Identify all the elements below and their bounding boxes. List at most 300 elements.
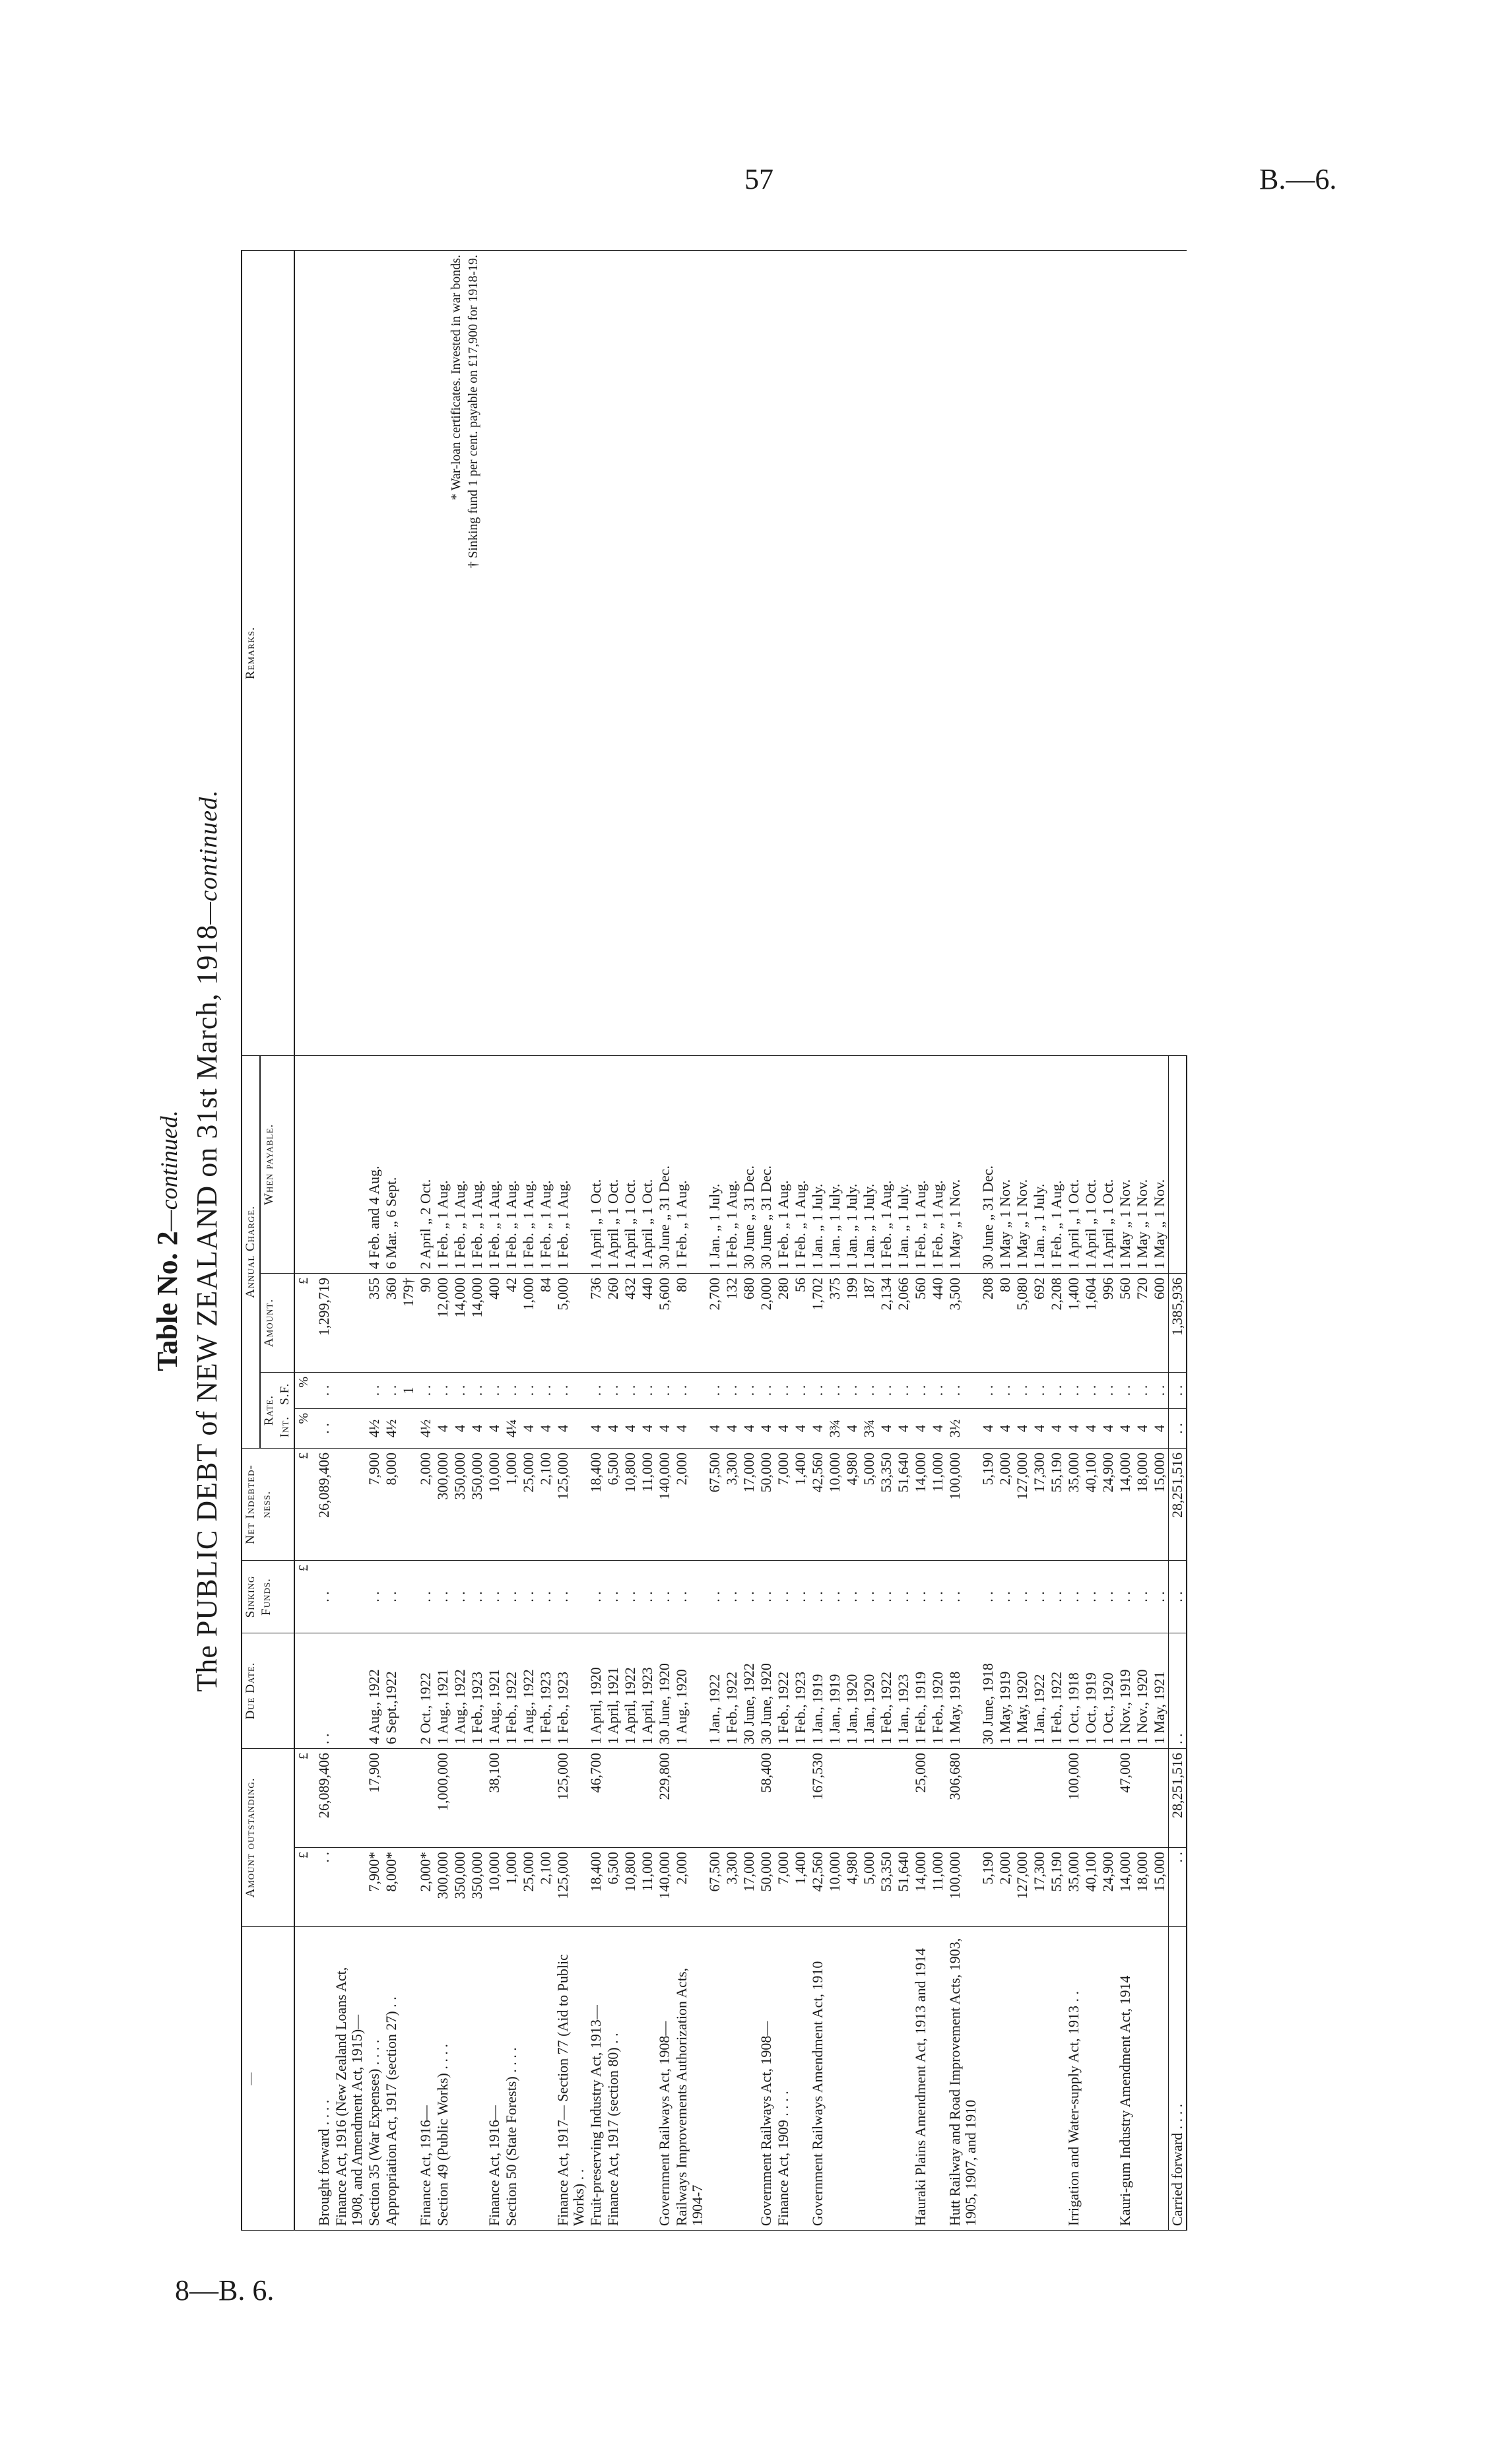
due-date: 1 Jan., 1919 (826, 1633, 843, 1748)
due-date: . . (312, 1633, 333, 1748)
sinking-funds: . . (434, 1560, 451, 1633)
sinking-funds: . . (792, 1560, 809, 1633)
group-total (861, 1748, 878, 1847)
net-indebtedness: 2,000 (673, 1448, 706, 1560)
net-indebtedness: 127,000 (1014, 1448, 1031, 1560)
net-indebtedness: 100,000 (946, 1448, 979, 1560)
due-date: . . (1169, 1633, 1187, 1748)
header-remarks: Remarks. (242, 250, 294, 1055)
group-total (333, 1748, 366, 1847)
interest-rate: 3¾ (826, 1408, 843, 1448)
interest-rate: 4 (486, 1408, 503, 1448)
when-payable: 1 Feb. „ 1 Aug. (451, 1055, 469, 1273)
interest-rate: 4 (912, 1408, 929, 1448)
due-date: 1 Jan., 1919 (809, 1633, 826, 1748)
group-total: 125,000 (554, 1748, 587, 1847)
group-total (1048, 1748, 1065, 1847)
when-payable: 1 Feb. „ 1 Aug. (792, 1055, 809, 1273)
sinking-fund-rate: . . (723, 1372, 740, 1408)
amount-outstanding: 125,000 (554, 1848, 587, 1927)
net-indebtedness: 300,000 (434, 1448, 451, 1560)
row-description (1014, 1927, 1031, 2231)
net-indebtedness: 8,000 (383, 1448, 400, 1560)
row-description (861, 1927, 878, 2231)
net-indebtedness: 125,000 (554, 1448, 587, 1560)
due-date: 1 May, 1921 (1151, 1633, 1169, 1748)
interest-rate: 4 (1100, 1408, 1117, 1448)
sinking-fund-rate: . . (809, 1372, 826, 1408)
when-payable: 1 May „ 1 Nov. (997, 1055, 1014, 1273)
when-payable: 1 April „ 1 Oct. (1082, 1055, 1100, 1273)
row-description (843, 1927, 861, 2231)
amount-outstanding: 25,000 (520, 1848, 537, 1927)
sinking-funds: . . (520, 1560, 537, 1633)
net-indebtedness: 24,900 (1100, 1448, 1117, 1560)
sinking-funds: . . (469, 1560, 486, 1633)
group-total (1100, 1748, 1117, 1847)
annual-charge-amount: 80 (997, 1273, 1014, 1372)
when-payable: 1 Feb. „ 1 Aug. (1048, 1055, 1065, 1273)
sinking-funds: . . (486, 1560, 503, 1633)
sinking-fund-rate: . . (673, 1372, 706, 1408)
amount-outstanding: 2,000 (673, 1848, 706, 1927)
annual-charge-amount: 280 (775, 1273, 792, 1372)
interest-rate: 4 (1014, 1408, 1031, 1448)
group-total: 167,530 (809, 1748, 826, 1847)
table-caption (148, 251, 228, 2231)
annual-charge-amount: 199 (843, 1273, 861, 1372)
interest-rate: 4 (895, 1408, 912, 1448)
interest-rate: 4 (758, 1408, 775, 1448)
sinking-funds: . . (383, 1560, 400, 1633)
annual-charge-amount: 208 (979, 1273, 997, 1372)
net-indebtedness: 18,000 (1134, 1448, 1151, 1560)
net-indebtedness: 1,400 (792, 1448, 809, 1560)
due-date: 1 Jan., 1920 (843, 1633, 861, 1748)
amount-outstanding: 42,560 (809, 1848, 826, 1927)
footer-code: 8—B. 6. (175, 2274, 275, 2307)
annual-charge-amount: 56 (792, 1273, 809, 1372)
row-description (1048, 1927, 1065, 2231)
sinking-fund-rate: . . (1100, 1372, 1117, 1408)
amount-outstanding: 14,000 (1117, 1848, 1134, 1927)
document-code: B.—6. (1259, 163, 1337, 195)
interest-rate: 4 (622, 1408, 639, 1448)
net-indebtedness: 350,000 (451, 1448, 469, 1560)
header-annual-charge: Annual Charge. (242, 1055, 260, 1448)
annual-charge-amount (333, 1273, 366, 1372)
sinking-funds: . . (740, 1560, 758, 1633)
interest-rate: 4 (587, 1408, 605, 1448)
header-when-payable: When payable. (260, 1055, 294, 1273)
group-total (775, 1748, 792, 1847)
unit-percent: % (294, 1372, 312, 1408)
interest-rate: 4 (1031, 1408, 1048, 1448)
when-payable: 1 Feb. „ 1 Aug. (554, 1055, 587, 1273)
when-payable: 1 April „ 1 Oct. (1065, 1055, 1082, 1273)
sinking-fund-rate: . . (451, 1372, 469, 1408)
sinking-fund-rate: . . (979, 1372, 997, 1408)
sinking-funds: . . (843, 1560, 861, 1633)
row-description: Government Railways Amendment Act, 1910 (809, 1927, 826, 2231)
amount-outstanding: 40,100 (1082, 1848, 1100, 1927)
net-indebtedness: 6,500 (605, 1448, 622, 1560)
row-description: Hutt Railway and Road Improvement Acts, 1903, 1905, 1907, and 1910 (946, 1927, 979, 2231)
sinking-fund-rate: . . (1031, 1372, 1048, 1408)
annual-charge-amount: 1,000 (520, 1273, 537, 1372)
group-total (979, 1748, 997, 1847)
group-total: 17,900 (366, 1748, 383, 1847)
amount-outstanding: 51,640 (895, 1848, 912, 1927)
amount-outstanding (400, 1848, 417, 1927)
annual-charge-amount: 90 (417, 1273, 434, 1372)
due-date: 1 Feb., 1922 (775, 1633, 792, 1748)
amount-outstanding: 350,000 (469, 1848, 486, 1927)
interest-rate: 3¾ (861, 1408, 878, 1448)
sinking-funds: . . (979, 1560, 997, 1633)
row-description (400, 1927, 417, 2231)
row-description (639, 1927, 656, 2231)
group-total (706, 1748, 723, 1847)
sinking-fund-rate: . . (554, 1372, 587, 1408)
annual-charge-amount: 1,604 (1082, 1273, 1100, 1372)
row-description: Finance Act, 1917— Section 77 (Aid to Public Works) . . (554, 1927, 587, 2231)
net-indebtedness: 35,000 (1065, 1448, 1082, 1560)
when-payable: 1 Feb. „ 1 Aug. (673, 1055, 706, 1273)
sinking-funds: . . (826, 1560, 843, 1633)
unit-pound: £ (294, 1748, 312, 1847)
when-payable: 1 May „ 1 Nov. (1151, 1055, 1169, 1273)
net-indebtedness: 10,000 (486, 1448, 503, 1560)
due-date: 1 Feb., 1922 (1048, 1633, 1065, 1748)
row-description: Hauraki Plains Amendment Act, 1913 and 1914 (912, 1927, 929, 2231)
amount-outstanding: 14,000 (912, 1848, 929, 1927)
when-payable: 1 Feb. „ 1 Aug. (878, 1055, 895, 1273)
group-total (1082, 1748, 1100, 1847)
group-total (673, 1748, 706, 1847)
when-payable: 1 Jan. „ 1 July. (843, 1055, 861, 1273)
annual-charge-amount: 360 (383, 1273, 400, 1372)
sinking-fund-rate: . . (383, 1372, 400, 1408)
amount-outstanding: 2,000* (417, 1848, 434, 1927)
group-total: 46,700 (587, 1748, 605, 1847)
when-payable: 1 April „ 1 Oct. (587, 1055, 605, 1273)
sinking-funds: . . (1117, 1560, 1134, 1633)
row-description (451, 1927, 469, 2231)
amount-outstanding: 300,000 (434, 1848, 451, 1927)
interest-rate: 4 (537, 1408, 554, 1448)
annual-charge-amount: 132 (723, 1273, 740, 1372)
sinking-fund-rate: . . (1014, 1372, 1031, 1408)
amount-outstanding: 17,000 (740, 1848, 758, 1927)
net-indebtedness: 17,000 (740, 1448, 758, 1560)
sinking-funds: . . (1031, 1560, 1048, 1633)
sinking-fund-rate: . . (792, 1372, 809, 1408)
group-total: 26,089,406 (312, 1748, 333, 1847)
sinking-funds: . . (587, 1560, 605, 1633)
annual-charge-amount: 14,000 (451, 1273, 469, 1372)
net-indebtedness: 15,000 (1151, 1448, 1169, 1560)
sinking-fund-rate: . . (1065, 1372, 1082, 1408)
sinking-fund-rate: . . (946, 1372, 979, 1408)
sinking-funds: . . (758, 1560, 775, 1633)
annual-charge-amount: 600 (1151, 1273, 1169, 1372)
sinking-fund-rate: . . (912, 1372, 929, 1408)
when-payable (312, 1055, 333, 1273)
net-indebtedness: 1,000 (503, 1448, 520, 1560)
sinking-fund-rate: . . (706, 1372, 723, 1408)
row-description (1031, 1927, 1048, 2231)
sinking-funds: . . (1134, 1560, 1151, 1633)
row-description: Appropriation Act, 1917 (section 27) . . (383, 1927, 400, 2231)
due-date: 1 April, 1923 (639, 1633, 656, 1748)
due-date: 1 Jan., 1920 (861, 1633, 878, 1748)
sinking-funds: . . (775, 1560, 792, 1633)
when-payable: 1 Feb. „ 1 Aug. (434, 1055, 451, 1273)
sinking-fund-rate: . . (1048, 1372, 1065, 1408)
unit-pound: £ (294, 1448, 312, 1560)
annual-charge-amount: 680 (740, 1273, 758, 1372)
net-indebtedness: 25,000 (520, 1448, 537, 1560)
annual-charge-amount: 2,000 (758, 1273, 775, 1372)
sinking-funds: . . (1100, 1560, 1117, 1633)
annual-charge-amount: 560 (912, 1273, 929, 1372)
unit-pound: £ (294, 1273, 312, 1372)
when-payable: 4 Feb. and 4 Aug. (366, 1055, 383, 1273)
sinking-fund-rate: . . (366, 1372, 383, 1408)
annual-charge-amount: 80 (673, 1273, 706, 1372)
sinking-fund-rate: . . (503, 1372, 520, 1408)
interest-rate: 4 (434, 1408, 451, 1448)
when-payable: 30 June „ 31 Dec. (740, 1055, 758, 1273)
group-total (895, 1748, 912, 1847)
amount-outstanding: 350,000 (451, 1848, 469, 1927)
row-description (1134, 1927, 1151, 2231)
public-debt-table (241, 250, 1187, 2231)
sinking-fund-rate: . . (469, 1372, 486, 1408)
due-date: 1 Aug., 1921 (434, 1633, 451, 1748)
annual-charge-amount: 400 (486, 1273, 503, 1372)
when-payable: 30 June „ 31 Dec. (656, 1055, 673, 1273)
net-indebtedness: 53,350 (878, 1448, 895, 1560)
interest-rate: 4 (1065, 1408, 1082, 1448)
annual-charge-amount: 12,000 (434, 1273, 451, 1372)
group-total: 47,000 (1117, 1748, 1134, 1847)
due-date: 1 Feb., 1923 (554, 1633, 587, 1748)
due-date: 30 June, 1920 (758, 1633, 775, 1748)
amount-outstanding: 10,000 (486, 1848, 503, 1927)
row-description (997, 1927, 1014, 2231)
net-indebtedness: 28,251,516 (1169, 1448, 1187, 1560)
header-due-date: Due Date. (242, 1633, 294, 1748)
annual-charge-amount: 432 (622, 1273, 639, 1372)
due-date: 1 Jan., 1922 (706, 1633, 723, 1748)
due-date: 2 Oct., 1922 (417, 1633, 434, 1748)
group-total: 100,000 (1065, 1748, 1082, 1847)
annual-charge-amount: 5,000 (554, 1273, 587, 1372)
interest-rate: 4 (639, 1408, 656, 1448)
due-date: 1 Oct., 1918 (1065, 1633, 1082, 1748)
due-date: 1 Feb., 1923 (537, 1633, 554, 1748)
due-date (333, 1633, 366, 1748)
interest-rate: 4 (520, 1408, 537, 1448)
sinking-fund-rate: . . (740, 1372, 758, 1408)
table-body (294, 250, 1187, 2230)
row-description (895, 1927, 912, 2231)
sinking-fund-rate: . . (417, 1372, 434, 1408)
amount-outstanding: 4,980 (843, 1848, 861, 1927)
sinking-funds: . . (809, 1560, 826, 1633)
net-indebtedness: 10,000 (826, 1448, 843, 1560)
sinking-funds: . . (706, 1560, 723, 1633)
page-number: 57 (744, 163, 773, 195)
amount-outstanding: . . (1169, 1848, 1187, 1927)
remark-war-loan: * War-loan certificates. Invested in war bonds. (449, 254, 463, 500)
amount-outstanding: 10,000 (826, 1848, 843, 1927)
sinking-fund-rate: . . (878, 1372, 895, 1408)
net-indebtedness: 55,190 (1048, 1448, 1065, 1560)
due-date: 1 Jan., 1923 (895, 1633, 912, 1748)
when-payable: 1 Feb. „ 1 Aug. (723, 1055, 740, 1273)
annual-charge-amount: 2,208 (1048, 1273, 1065, 1372)
row-description: Railways Improvements Authorization Acts, 1904-7 (673, 1927, 706, 2231)
header-sinking-funds: Sinking Funds. (242, 1560, 294, 1633)
interest-rate: 4 (554, 1408, 587, 1448)
header-rate: Rate. Int. S.F. (260, 1372, 294, 1448)
table-title: The PUBLIC DEBT of NEW ZEALAND on 31st March, 1918—continued. (191, 789, 223, 1692)
annual-charge-amount: 179† (400, 1273, 417, 1372)
annual-charge-amount: 42 (503, 1273, 520, 1372)
group-total (469, 1748, 486, 1847)
interest-rate (400, 1408, 417, 1448)
when-payable: 1 Feb. „ 1 Aug. (503, 1055, 520, 1273)
group-total (520, 1748, 537, 1847)
when-payable (400, 1055, 417, 1273)
due-date (400, 1633, 417, 1748)
amount-outstanding: 2,000 (997, 1848, 1014, 1927)
amount-outstanding: 53,350 (878, 1848, 895, 1927)
net-indebtedness: 2,000 (997, 1448, 1014, 1560)
due-date: 1 Aug., 1922 (451, 1633, 469, 1748)
net-indebtedness: 17,300 (1031, 1448, 1048, 1560)
when-payable: 1 Jan. „ 1 July. (861, 1055, 878, 1273)
due-date: 30 June, 1920 (656, 1633, 673, 1748)
sinking-fund-rate: . . (997, 1372, 1014, 1408)
sinking-fund-rate: . . (826, 1372, 843, 1408)
amount-outstanding: 1,400 (792, 1848, 809, 1927)
sinking-fund-rate: . . (520, 1372, 537, 1408)
group-total (997, 1748, 1014, 1847)
group-total (792, 1748, 809, 1847)
due-date: 6 Sept.,1922 (383, 1633, 400, 1748)
when-payable: 1 Jan. „ 1 July. (809, 1055, 826, 1273)
annual-charge-amount: 2,134 (878, 1273, 895, 1372)
when-payable: 1 Jan. „ 1 July. (826, 1055, 843, 1273)
annual-charge-amount: 260 (605, 1273, 622, 1372)
group-total: 229,800 (656, 1748, 673, 1847)
group-total (1134, 1748, 1151, 1847)
when-payable: 1 May „ 1 Nov. (946, 1055, 979, 1273)
due-date: 4 Aug., 1922 (366, 1633, 383, 1748)
annual-charge-amount: 736 (587, 1273, 605, 1372)
sinking-funds: . . (605, 1560, 622, 1633)
due-date: 1 Nov., 1919 (1117, 1633, 1134, 1748)
when-payable: 1 Jan. „ 1 July. (895, 1055, 912, 1273)
when-payable: 30 June „ 31 Dec. (979, 1055, 997, 1273)
units-row (294, 250, 312, 2230)
sinking-funds: . . (312, 1560, 333, 1633)
group-total: 25,000 (912, 1748, 929, 1847)
amount-outstanding: 55,190 (1048, 1848, 1065, 1927)
remark-sinking-fund: † Sinking fund 1 per cent. payable on £17,900 for 1918-19. (466, 254, 480, 568)
annual-charge-amount: 440 (639, 1273, 656, 1372)
when-payable: 1 April „ 1 Oct. (1100, 1055, 1117, 1273)
sinking-funds: . . (912, 1560, 929, 1633)
group-total (723, 1748, 740, 1847)
group-total (622, 1748, 639, 1847)
when-payable: 1 May „ 1 Nov. (1134, 1055, 1151, 1273)
annual-charge-amount: 2,066 (895, 1273, 912, 1372)
group-total: 58,400 (758, 1748, 775, 1847)
due-date: 1 April, 1922 (622, 1633, 639, 1748)
row-description (537, 1927, 554, 2231)
when-payable: 6 Mar. „ 6 Sept. (383, 1055, 400, 1273)
interest-rate: 3½ (946, 1408, 979, 1448)
interest-rate: . . (1169, 1408, 1187, 1448)
annual-charge-amount: 375 (826, 1273, 843, 1372)
sinking-fund-rate: . . (622, 1372, 639, 1408)
row-description: Finance Act, 1916— (486, 1927, 503, 2231)
row-description: Finance Act, 1916 (New Zealand Loans Act, 1908, and Amendment Act, 1915)— (333, 1927, 366, 2231)
net-indebtedness: 10,800 (622, 1448, 639, 1560)
row-description (826, 1927, 843, 2231)
when-payable (1169, 1055, 1187, 1273)
sinking-funds: . . (997, 1560, 1014, 1633)
group-total (1031, 1748, 1048, 1847)
amount-outstanding: 18,000 (1134, 1848, 1151, 1927)
interest-rate: 4½ (417, 1408, 434, 1448)
row-description: Carried forward . . . . (1169, 1927, 1187, 2231)
when-payable (333, 1055, 366, 1273)
sinking-fund-rate: . . (843, 1372, 861, 1408)
due-date: 1 Aug., 1922 (520, 1633, 537, 1748)
group-total: 306,680 (946, 1748, 979, 1847)
group-total (400, 1748, 417, 1847)
sinking-funds: . . (929, 1560, 946, 1633)
unit-percent: % (294, 1408, 312, 1448)
group-total (417, 1748, 434, 1847)
when-payable: 1 Feb. „ 1 Aug. (520, 1055, 537, 1273)
row-description: Section 35 (War Expenses) . . . . (366, 1927, 383, 2231)
group-total (843, 1748, 861, 1847)
header-amount: Amount. (260, 1273, 294, 1372)
annual-charge-amount: 5,080 (1014, 1273, 1031, 1372)
due-date: 1 May, 1918 (946, 1633, 979, 1748)
interest-rate: 4 (1134, 1408, 1151, 1448)
sinking-funds: . . (1082, 1560, 1100, 1633)
interest-rate: 4 (706, 1408, 723, 1448)
group-total (826, 1748, 843, 1847)
interest-rate: 4 (605, 1408, 622, 1448)
net-indebtedness: 50,000 (758, 1448, 775, 1560)
when-payable: 1 May „ 1 Nov. (1117, 1055, 1134, 1273)
sinking-funds: . . (1014, 1560, 1031, 1633)
sinking-funds: . . (861, 1560, 878, 1633)
due-date: 1 April, 1921 (605, 1633, 622, 1748)
row-description: Kauri-gum Industry Amendment Act, 1914 (1117, 1927, 1134, 2231)
net-indebtedness: 11,000 (639, 1448, 656, 1560)
row-description (520, 1927, 537, 2231)
